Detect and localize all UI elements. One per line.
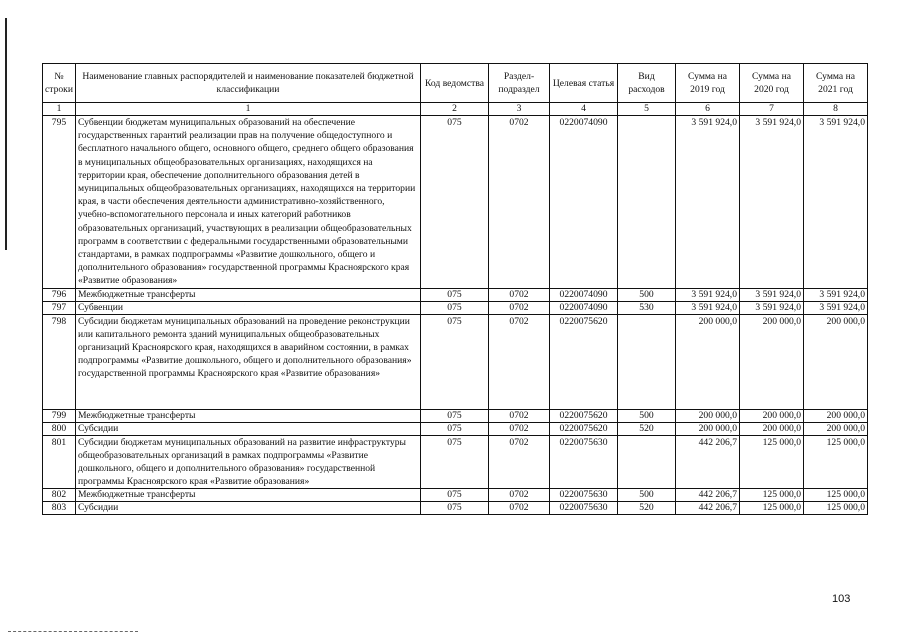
header-sum-2020: Сумма на 2020 год [740,64,804,103]
table-row [43,116,868,289]
row-name: Субсидии бюджетам муниципальных образований на проведение реконструкции или капитального ремонта зданий муниципальных общеобразовательных организаций Красноярского края, находящихся в аварийном состоянии, в рамках подпрограммы «Развитие дошкольного, общего и дополнительного образования» государственной программы Красноярского края «Развитие образования» [76,314,421,409]
row-sum-2019: 3 591 924,0 [676,301,740,314]
row-number: 796 [43,288,76,301]
header-target-item: Целевая статья [550,64,618,103]
table-row [43,409,868,422]
row-dept-code: 075 [421,435,489,489]
row-number: 801 [43,435,76,489]
column-number: 5 [618,103,676,116]
header-sum-2019: Сумма на 2019 год [676,64,740,103]
row-name: Субсидии [76,422,421,435]
row-dept-code: 075 [421,301,489,314]
row-sum-2020: 200 000,0 [740,422,804,435]
row-sum-2021: 3 591 924,0 [804,116,868,289]
row-target-item: 0220074090 [550,301,618,314]
row-target-item: 0220074090 [550,116,618,289]
table-row [43,422,868,435]
row-sum-2021: 200 000,0 [804,314,868,409]
row-name: Субвенции бюджетам муниципальных образований на обеспечение государственных гарантий реализации прав на получение общедоступного и бесплатного начального общего, основного общего, среднего общего образования в муниципальных общеобразовательных организациях, находящихся на территории края, обеспечение дополнительного образования детей в муниципальных общеобразовательных организациях, находящихся на территории края, в части обеспечения деятельности административно-хозяйственного, учебно-вспомогательного персонала и иных категорий работников образовательных организаций, участвующих в реализации общеобразовательных программ в соответствии с федеральными государственными образовательными стандартами, в рамках подпрограммы «Развитие дошкольного, общего и дополнительного образования» государственной программы Красноярского края «Развитие образования» [76,116,421,289]
row-target-item: 0220075620 [550,409,618,422]
row-dept-code: 075 [421,288,489,301]
column-number: 1 [43,103,76,116]
row-sum-2021: 3 591 924,0 [804,288,868,301]
row-expense-type [618,116,676,289]
row-target-item: 0220075630 [550,435,618,489]
table-row [43,288,868,301]
row-sum-2019: 200 000,0 [676,409,740,422]
row-sum-2021: 125 000,0 [804,489,868,502]
row-sum-2020: 3 591 924,0 [740,288,804,301]
row-sum-2021: 200 000,0 [804,409,868,422]
column-number: 7 [740,103,804,116]
row-sum-2019: 200 000,0 [676,422,740,435]
row-sum-2019: 442 206,7 [676,489,740,502]
row-section: 0702 [489,301,550,314]
header-sum-2021: Сумма на 2021 год [804,64,868,103]
header-section: Раздел-подраздел [489,64,550,103]
row-expense-type: 530 [618,301,676,314]
row-target-item: 0220075630 [550,489,618,502]
row-expense-type: 500 [618,288,676,301]
row-sum-2019: 200 000,0 [676,314,740,409]
row-dept-code: 075 [421,502,489,515]
row-dept-code: 075 [421,409,489,422]
row-number: 800 [43,422,76,435]
row-target-item: 0220075620 [550,314,618,409]
row-sum-2020: 200 000,0 [740,409,804,422]
column-number: 4 [550,103,618,116]
row-target-item: 0220074090 [550,288,618,301]
row-sum-2021: 200 000,0 [804,422,868,435]
column-number: 6 [676,103,740,116]
row-name: Субсидии [76,502,421,515]
table-row [43,314,868,409]
row-sum-2020: 3 591 924,0 [740,116,804,289]
page-number: 103 [832,593,851,605]
row-section: 0702 [489,435,550,489]
row-target-item: 0220075630 [550,502,618,515]
row-number: 803 [43,502,76,515]
row-sum-2020: 200 000,0 [740,314,804,409]
budget-table [42,63,868,515]
header-dept-code: Код ведомства [421,64,489,103]
column-number: 1 [76,103,421,116]
table-row [43,301,868,314]
row-name: Межбюджетные трансферты [76,288,421,301]
row-name: Субсидии бюджетам муниципальных образований на развитие инфраструктуры общеобразовательных организаций в рамках подпрограммы «Развитие дошкольного, общего и дополнительного образования» государственной программы Красноярского края «Развитие образования» [76,435,421,489]
row-section: 0702 [489,288,550,301]
row-sum-2021: 125 000,0 [804,502,868,515]
row-number: 802 [43,489,76,502]
row-dept-code: 075 [421,422,489,435]
footer-scan-mark [8,631,138,633]
row-sum-2020: 125 000,0 [740,502,804,515]
column-number: 8 [804,103,868,116]
row-sum-2019: 442 206,7 [676,435,740,489]
row-sum-2020: 125 000,0 [740,435,804,489]
row-sum-2019: 3 591 924,0 [676,116,740,289]
binding-margin-line [5,18,7,250]
row-expense-type: 500 [618,489,676,502]
row-dept-code: 075 [421,116,489,289]
row-number: 797 [43,301,76,314]
row-expense-type [618,314,676,409]
row-section: 0702 [489,116,550,289]
column-number-row [43,103,868,116]
row-name: Межбюджетные трансферты [76,489,421,502]
row-sum-2020: 3 591 924,0 [740,301,804,314]
row-section: 0702 [489,409,550,422]
row-dept-code: 075 [421,489,489,502]
row-dept-code: 075 [421,314,489,409]
row-sum-2021: 125 000,0 [804,435,868,489]
row-expense-type [618,435,676,489]
row-sum-2021: 3 591 924,0 [804,301,868,314]
row-number: 795 [43,116,76,289]
column-number: 2 [421,103,489,116]
table-header-row [43,64,868,103]
row-target-item: 0220075620 [550,422,618,435]
row-section: 0702 [489,502,550,515]
row-section: 0702 [489,314,550,409]
row-expense-type: 520 [618,422,676,435]
row-sum-2019: 3 591 924,0 [676,288,740,301]
header-row-no: № строки [43,64,76,103]
header-expense-type: Вид расходов [618,64,676,103]
row-sum-2020: 125 000,0 [740,489,804,502]
row-name: Межбюджетные трансферты [76,409,421,422]
row-name: Субвенции [76,301,421,314]
row-number: 798 [43,314,76,409]
row-number: 799 [43,409,76,422]
header-name: Наименование главных распорядителей и наименование показателей бюджетной классификации [76,64,421,103]
row-sum-2019: 442 206,7 [676,502,740,515]
table-row [43,489,868,502]
table-row [43,435,868,489]
row-section: 0702 [489,489,550,502]
row-expense-type: 520 [618,502,676,515]
table-row [43,502,868,515]
row-expense-type: 500 [618,409,676,422]
row-section: 0702 [489,422,550,435]
column-number: 3 [489,103,550,116]
